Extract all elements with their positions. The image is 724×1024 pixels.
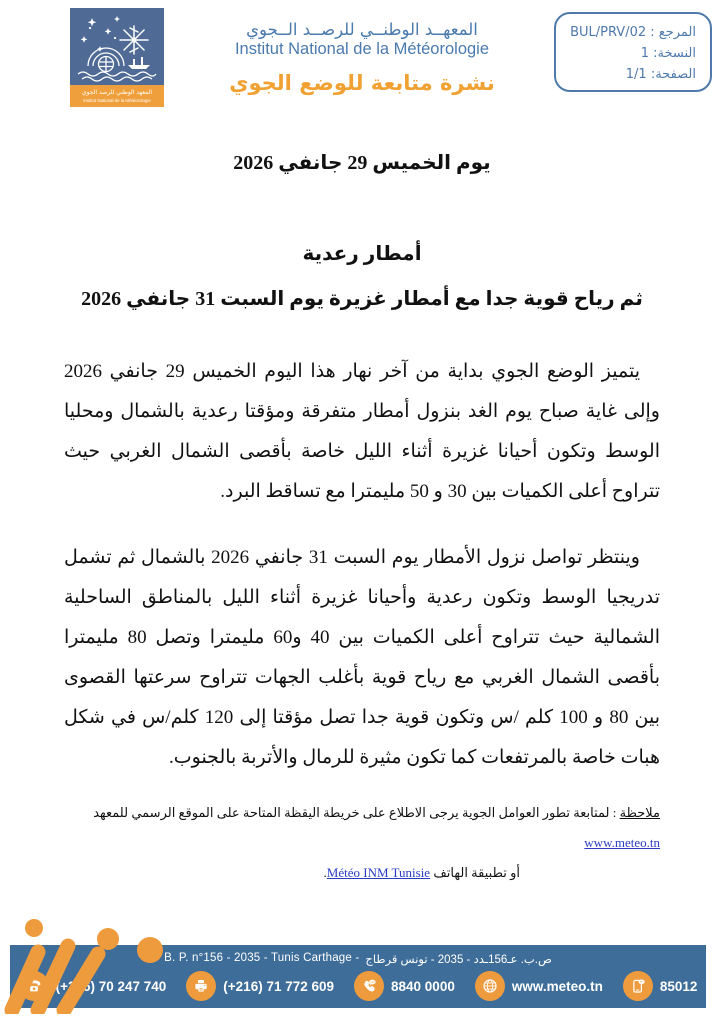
logo-strip-fr: Institut National de la Météorologie xyxy=(83,98,151,103)
call-center-icon xyxy=(354,971,384,1001)
bulletin-title: نشرة متابعة للوضع الجوي xyxy=(229,71,495,95)
paragraph-today: يتميز الوضع الجوي بداية من آخر نهار هذا اليوم الخميس 29 جانفي 2026 وإلى غاية صباح يوم الغد بنزول أمطار متفرقة ومؤقتا رعدية بالشمال ومحليا الوسط وتكون أحيانا غزيرة أثناء الليل خاصة بأقصى الشمال الغربي حيث تتراوح أعلى الكميات بين 30 و 50 مليمترا مع تساقط البرد. xyxy=(64,361,660,502)
footer-decoration xyxy=(4,906,189,1014)
bulletin-body xyxy=(64,352,660,804)
contact-fax xyxy=(186,971,334,1001)
note-block xyxy=(64,798,660,888)
callcenter-number: 8840 0000 xyxy=(391,978,455,994)
contact-callcenter xyxy=(354,971,455,1001)
note-body: لمتابعة تطور العوامل الجوية يرجى الاطلاع على خريطة اليقظة المتاحة على الموقع الرسمي للمعهد xyxy=(93,805,610,820)
institute-name-arabic: المعهــد الوطنــي للرصــد الــجوي xyxy=(246,20,478,39)
contact-sms xyxy=(623,971,698,1001)
institute-name-french: Institut National de la Météorologie xyxy=(234,40,490,58)
headline-line1: أمطار رعدية xyxy=(302,243,422,265)
logo-strip-ar: المعهد الوطني للرصد الجوي xyxy=(81,89,153,96)
website-link[interactable]: www.meteo.tn xyxy=(584,835,660,850)
inm-logo-graphic xyxy=(70,8,164,107)
version-number: النسخة: 1 xyxy=(640,45,696,61)
reference-number: المرجع : BUL/PRV/02 xyxy=(570,25,696,40)
note-line2 xyxy=(64,858,660,888)
inm-logo xyxy=(70,8,164,107)
headline xyxy=(64,232,660,322)
paragraph-saturday: وينتظر تواصل نزول الأمطار يوم السبت 31 جانفي 2026 بالشمال ثم تشمل تدريجيا الوسط وتكون رعدية وأحيانا غزيرة أثناء الليل بالمناطق الساحلية الشمالية حيث تتراوح أعلى الكميات بين 40 و60 مليمترا وتصل 80 مليمترا بأقصى الشمال الغربي مع رياح قوية بأغلب الجهات تتراوح سرعتها القصوى بين 80 و 100 كلم /س وتكون قوية جدا تصل مؤقتا إلى 120 كلم/س في شكل هبات خاصة بالمرتفعات كما تكون مثيرة للرمال والأتربة بالجنوب. xyxy=(64,547,660,768)
header-titles xyxy=(170,20,554,95)
footer-address-latin: B. P. n°156 - 2035 - Tunis Carthage - xyxy=(164,952,360,964)
note-line1 xyxy=(64,798,660,858)
fax-number: (+216) 71 772 609 xyxy=(223,978,335,994)
date-line: يوم الخميس 29 جانفي 2026 xyxy=(233,152,491,174)
website-text: www.meteo.tn xyxy=(511,978,603,994)
app-link[interactable]: Météo INM Tunisie xyxy=(326,865,431,880)
contact-website xyxy=(475,971,603,1001)
globe-icon xyxy=(475,971,505,1001)
headline-line2: ثم رياح قوية جدا مع أمطار غزيرة يوم السبت 31 جانفي 2026 xyxy=(81,288,643,310)
note-colon: : xyxy=(609,805,620,820)
phone-number: (+216) 70 247 740 xyxy=(55,978,167,994)
fax-icon xyxy=(186,971,216,1001)
note-label: ملاحظة xyxy=(619,805,660,820)
page-number: الصفحة: 1/1 xyxy=(625,66,696,82)
note-period: . xyxy=(323,865,327,880)
reference-box xyxy=(554,12,712,92)
mobile-sms-icon xyxy=(623,971,653,1001)
sms-number: 85012 xyxy=(659,978,698,994)
footer-address-arabic: ص.ب. عـ156ـدد - 2035 - تونس قرطاج xyxy=(365,954,552,966)
note-line2-text: أو تطبيقة الهاتف xyxy=(433,865,520,880)
